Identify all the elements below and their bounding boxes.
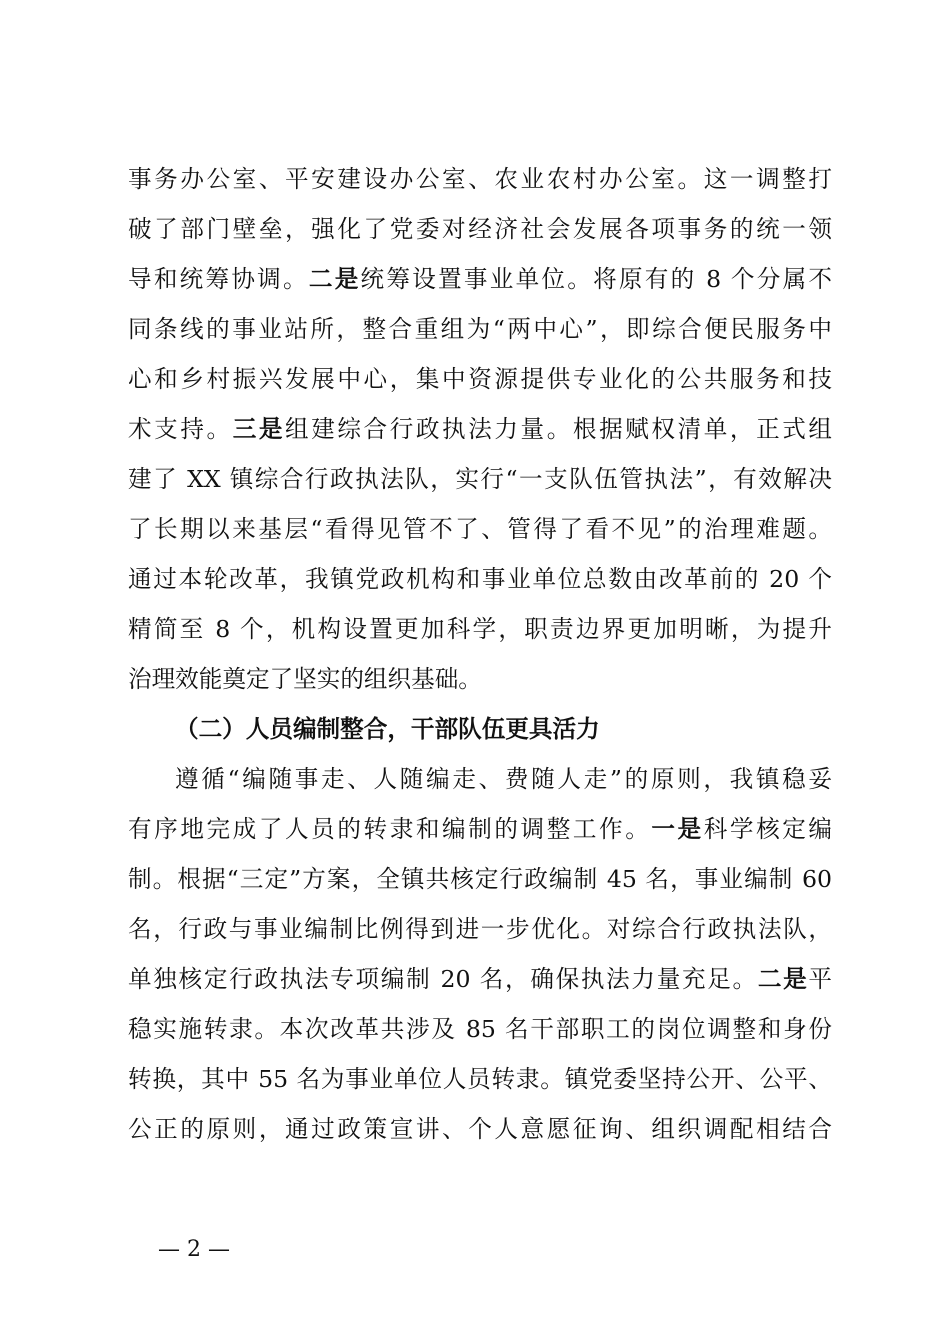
bold-marker: 三是 bbox=[232, 415, 286, 443]
text-line: 稳实施转隶。本次改革共涉及 85 名干部职工的岗位调整和身份 bbox=[128, 1015, 832, 1043]
bold-marker: 二是 bbox=[757, 965, 809, 993]
bold-marker: 二是 bbox=[308, 265, 361, 293]
text-line: 了长期以来基层“看得见管不了、管得了看不见”的治理难题。 bbox=[128, 515, 832, 543]
text-line: 事务办公室、平安建设办公室、农业农村办公室。这一调整打 bbox=[128, 165, 832, 193]
text-run: 有序地完成了人员的转隶和编制的调整工作。 bbox=[128, 815, 652, 843]
paragraph-1 bbox=[128, 154, 832, 704]
text-line: 建了 XX 镇综合行政执法队，实行“一支队伍管执法”，有效解决 bbox=[128, 465, 832, 493]
document-body bbox=[128, 154, 832, 1154]
text-line: 心和乡村振兴发展中心，集中资源提供专业化的公共服务和技 bbox=[128, 365, 832, 393]
text-line bbox=[128, 254, 832, 304]
page-number: — 2 — bbox=[158, 1237, 230, 1262]
text-line: 同条线的事业站所，整合重组为“两中心”，即综合便民服务中 bbox=[128, 315, 832, 343]
text-run: 术支持。 bbox=[128, 415, 233, 443]
text-line: 遵循“编随事走、人随编走、费随人走”的原则，我镇稳妥 bbox=[175, 765, 832, 793]
bold-marker: 一是 bbox=[651, 815, 704, 843]
text-line: 制。根据“三定”方案，全镇共核定行政编制 45 名，事业编制 60 bbox=[128, 865, 832, 893]
text-run: 组建综合行政执法力量。根据赋权清单，正式组 bbox=[285, 415, 833, 443]
text-line: 精简至 8 个，机构设置更加科学，职责边界更加明晰，为提升 bbox=[128, 615, 832, 643]
text-line bbox=[128, 804, 832, 854]
text-run: 单独核定行政执法专项编制 20 名，确保执法力量充足。 bbox=[128, 965, 758, 993]
text-line: 转换，其中 55 名为事业单位人员转隶。镇党委坚持公开、公平、 bbox=[128, 1065, 832, 1093]
text-run: 平 bbox=[808, 965, 832, 993]
text-line: 名，行政与事业编制比例得到进一步优化。对综合行政执法队， bbox=[128, 915, 832, 943]
text-line: 公正的原则，通过政策宣讲、个人意愿征询、组织调配相结合 bbox=[128, 1115, 832, 1143]
section-heading: （二）人员编制整合，干部队伍更具活力 bbox=[175, 715, 600, 743]
text-line bbox=[128, 404, 832, 454]
text-line: 通过本轮改革，我镇党政机构和事业单位总数由改革前的 20 个 bbox=[128, 565, 832, 593]
text-line: 破了部门壁垒，强化了党委对经济社会发展各项事务的统一领 bbox=[128, 215, 832, 243]
text-run: 科学核定编 bbox=[703, 815, 833, 843]
text-line bbox=[128, 954, 832, 1004]
text-run: 导和统筹协调。 bbox=[128, 265, 309, 293]
paragraph-2 bbox=[128, 754, 832, 1154]
text-run: 统筹设置事业单位。将原有的 8 个分属不 bbox=[360, 265, 833, 293]
text-line: 治理效能奠定了坚实的组织基础。 bbox=[128, 665, 482, 693]
